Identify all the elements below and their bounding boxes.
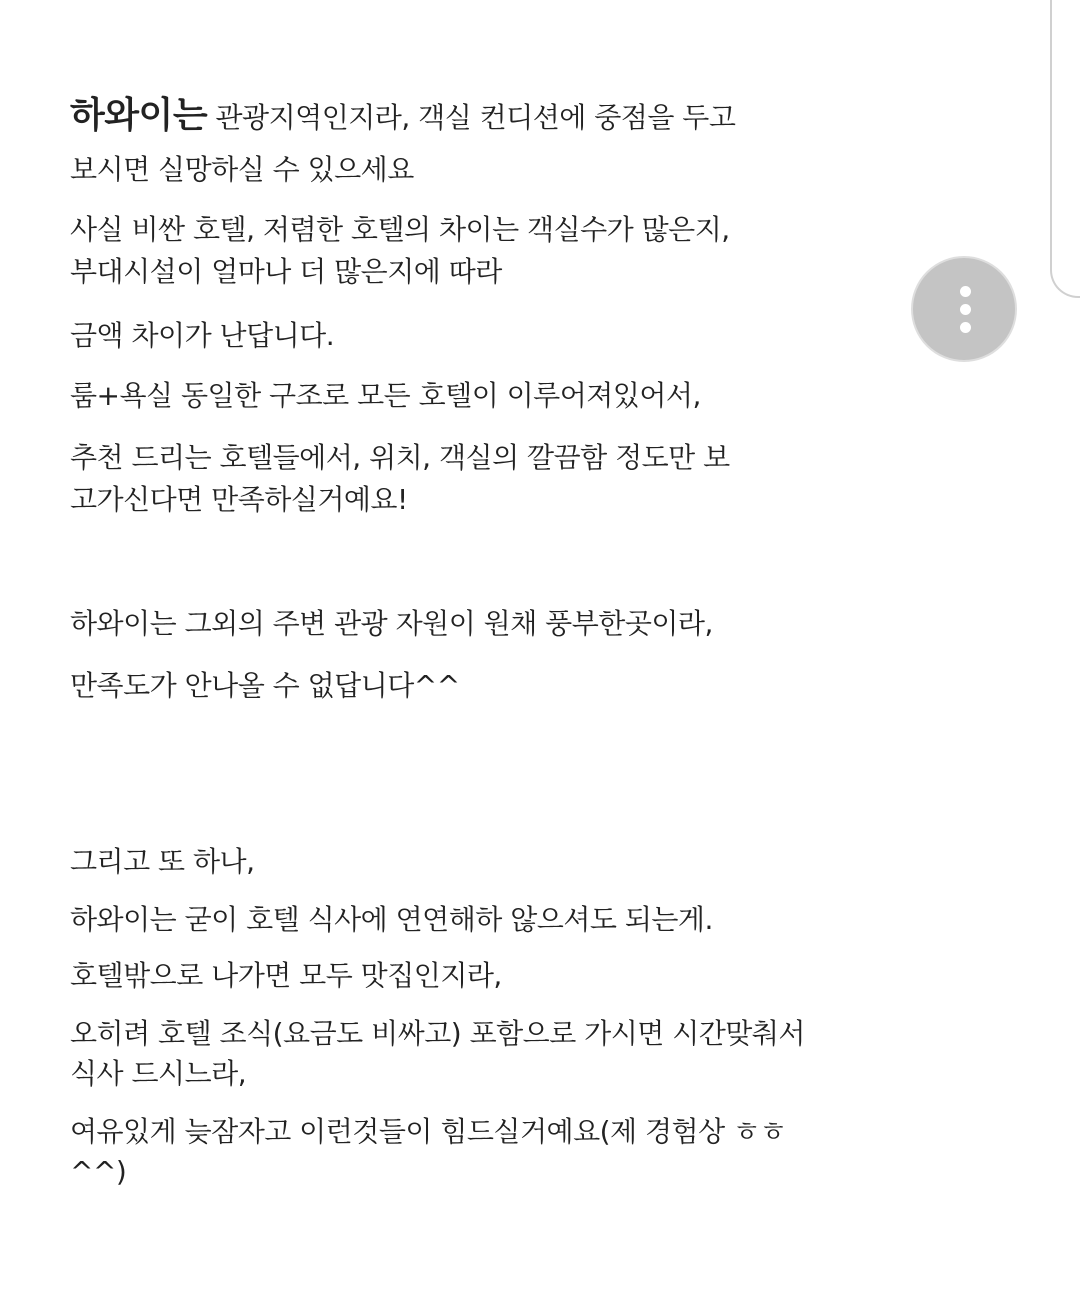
paragraph-5-line-2: 고가신다면 만족하실거예요! [70, 483, 408, 516]
more-options-button[interactable] [911, 256, 1017, 362]
lead-word: 하와이는 [70, 95, 208, 136]
paragraph-8: 그리고 또 하나, [70, 845, 255, 878]
paragraph-5-line-1: 추천 드리는 호텔들에서, 위치, 객실의 깔끔함 정도만 보 [70, 441, 730, 474]
paragraph-4: 룸+욕실 동일한 구조로 모든 호텔이 이루어져있어서, [70, 379, 701, 412]
paragraph-7: 만족도가 안나올 수 없답니다^^ [70, 669, 460, 702]
paragraph-10: 호텔밖으로 나가면 모두 맛집인지라, [70, 959, 502, 992]
paragraph-3: 금액 차이가 난답니다. [70, 319, 335, 352]
paragraph-1-line-2: 보시면 실망하실 수 있으세요 [70, 153, 414, 186]
paragraph-1-text: 관광지역인지라, 객실 컨디션에 중점을 두고 [207, 101, 736, 134]
paragraph-12-line-1: 여유있게 늦잠자고 이런것들이 힘드실거예요(제 경험상 ㅎㅎ [70, 1115, 787, 1148]
paragraph-2-line-1: 사실 비싼 호텔, 저렴한 호텔의 차이는 객실수가 많은지, [70, 213, 730, 246]
paragraph-2-line-2: 부대시설이 얼마나 더 많은지에 따라 [70, 255, 502, 288]
paragraph-9: 하와이는 굳이 호텔 식사에 연연해하 않으셔도 되는게. [70, 903, 713, 936]
screen-edge-decoration [1050, 0, 1080, 298]
paragraph-12-line-2: ^^) [70, 1155, 127, 1188]
paragraph-6: 하와이는 그외의 주변 관광 자원이 원채 풍부한곳이라, [70, 607, 713, 640]
paragraph-11-line-1: 오히려 호텔 조식(요금도 비싸고) 포함으로 가시면 시간맞춰서 [70, 1017, 805, 1050]
paragraph-11-line-2: 식사 드시느라, [70, 1057, 247, 1090]
paragraph-1-line-1 [70, 95, 736, 136]
